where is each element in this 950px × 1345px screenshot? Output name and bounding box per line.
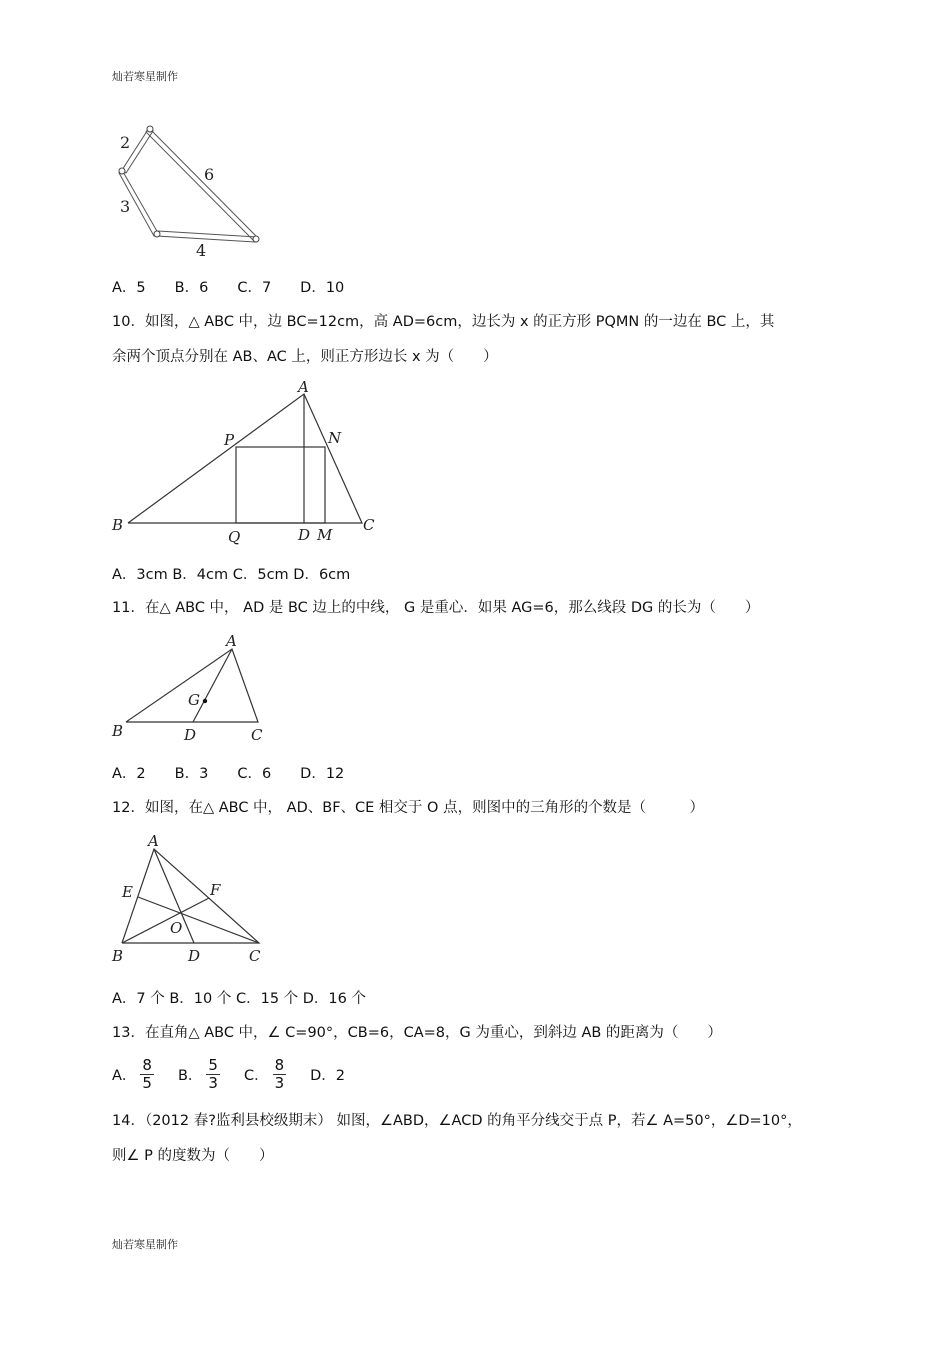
centroid-g [203, 699, 207, 703]
label-B: B [112, 516, 124, 534]
q10-options: A．3cm B．4cm C．5cm D．6cm [112, 567, 351, 583]
label-P: P [224, 431, 235, 449]
label-B: B [112, 947, 124, 965]
square-pqmn [236, 447, 325, 523]
numerator: 8 [142, 1055, 152, 1074]
label-F: F [210, 881, 221, 899]
label-A: A [226, 632, 237, 650]
denominator: 5 [142, 1073, 152, 1092]
label-N: N [328, 429, 342, 447]
label-O: O [170, 919, 183, 937]
triangle-abc [122, 849, 259, 943]
q13-option-a-fraction [140, 1055, 154, 1092]
numerator: 8 [274, 1055, 285, 1074]
triangle-abc [126, 649, 258, 722]
q13-option-c-fraction [273, 1055, 287, 1092]
label-3: 3 [120, 197, 131, 216]
numerator: 5 [208, 1055, 218, 1074]
label-A: A [148, 832, 159, 850]
q9-options: A．5 B．6 C．7 D．10 [112, 280, 345, 296]
q10-line1: 10．如图，△ ABC 中，边 BC=12cm，高 AD=6cm，边长为 x 的正方形 PQMN 的一边在 BC 上，其 [112, 314, 775, 330]
label-C: C [249, 947, 261, 965]
denominator: 3 [208, 1073, 218, 1092]
label-D: D [188, 947, 201, 965]
label-4: 4 [196, 241, 207, 260]
label-G: G [188, 691, 200, 709]
q10-line2: 余两个顶点分别在 AB、AC 上，则正方形边长 x 为（ ） [112, 349, 498, 365]
label-2: 2 [120, 133, 131, 152]
page-header: 灿若寒星制作 [112, 70, 178, 83]
q11-line1: 11．在△ ABC 中， AD 是 BC 边上的中线， G 是重心．如果 AG=6，那么线段 DG 的长为（ ） [112, 600, 760, 616]
label-C: C [251, 726, 263, 744]
label-A: A [298, 378, 309, 396]
denominator: 3 [274, 1073, 285, 1092]
q12-figure [108, 830, 278, 970]
q11-figure [108, 630, 278, 745]
stick-6 [146, 128, 257, 241]
q13-option-a-label: A． [112, 1067, 137, 1084]
label-C: C [363, 516, 375, 534]
q14-line1: 14．（2012 春?监利县校级期末） 如图，∠ABD，∠ACD 的角平分线交于点 P，若∠ A=50°，∠D=10°， [112, 1113, 802, 1129]
stick-4 [157, 231, 257, 242]
q11-options: A．2 B．3 C．6 D．12 [112, 766, 345, 782]
median-ad [193, 649, 232, 722]
q13-options [112, 1052, 345, 1096]
q10-figure [108, 378, 388, 548]
label-M: M [317, 526, 333, 544]
label-D: D [184, 726, 197, 744]
label-E: E [122, 883, 133, 901]
q14-line2: 则∠ P 的度数为（ ） [112, 1148, 274, 1164]
q12-line1: 12．如图，在△ ABC 中， AD、BF、CE 相交于 O 点，则图中的三角形的个数是（ ） [112, 800, 705, 816]
q13-option-b-fraction [206, 1055, 220, 1092]
label-B: B [112, 722, 124, 740]
q12-options: A．7 个 B．10 个 C．15 个 D．16 个 [112, 991, 366, 1007]
q13-option-d: D．2 [310, 1067, 346, 1084]
q13-option-c-label: C． [243, 1067, 269, 1084]
page-footer: 灿若寒星制作 [112, 1238, 178, 1251]
label-6: 6 [204, 165, 215, 184]
triangle-abc [128, 394, 362, 523]
label-Q: Q [228, 528, 241, 546]
q13-line1: 13．在直角△ ABC 中，∠ C=90°，CB=6，CA=8，G 为重心，到斜边 AB 的距离为（ ） [112, 1025, 722, 1041]
q9-figure [108, 120, 278, 265]
q13-option-b-label: B． [177, 1067, 203, 1084]
label-D: D [298, 526, 311, 544]
